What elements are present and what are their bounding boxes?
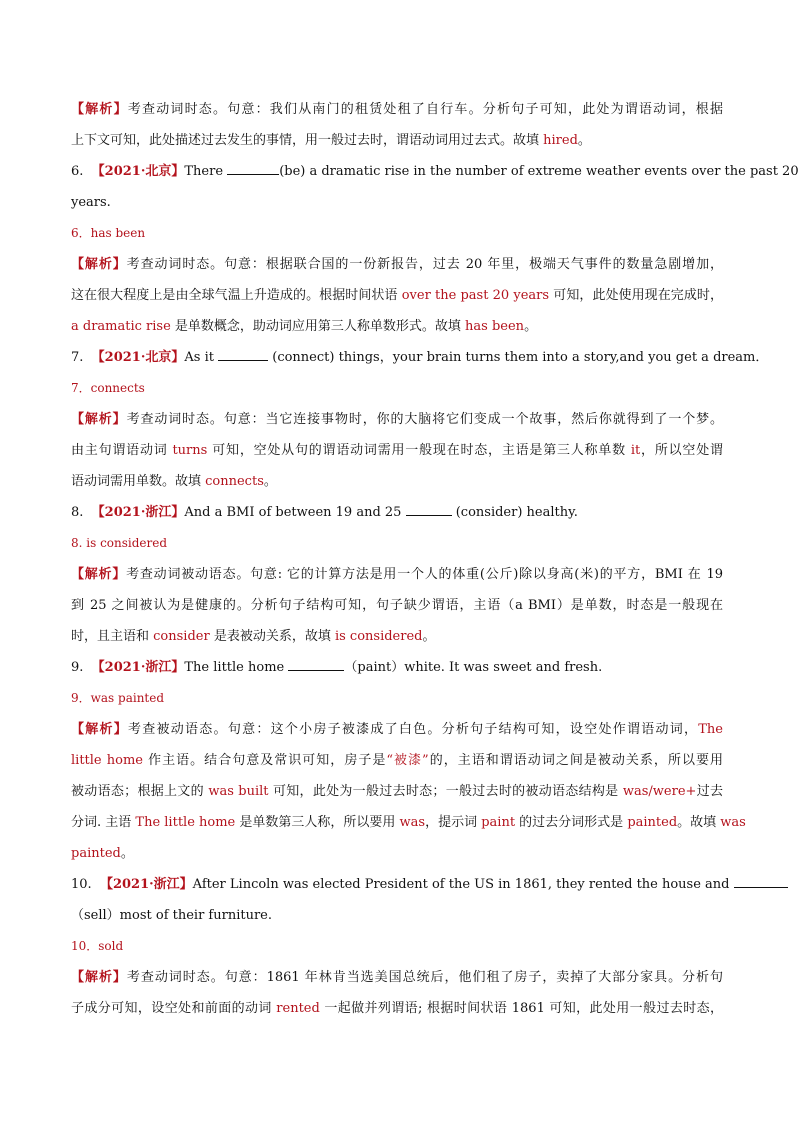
analysis-line: 【解析】考查动词时态。句意：1861 年林肯当选美国总统后，他们租了房子，卖掉了大部分家具。分析句 bbox=[71, 970, 723, 985]
answer-10: 10．sold bbox=[71, 939, 124, 953]
analysis-line: 【解析】考查动词时态。句意：当它连接事物时，你的大脑将它们变成一个故事，然后你就得到了一个梦。 bbox=[71, 412, 723, 427]
analysis-line: a dramatic rise 是单数概念，助动词应用第三人称单数形式。故填 has been。 bbox=[71, 319, 538, 334]
answer-8: 8. is considered bbox=[71, 536, 168, 550]
analysis-line: 这在很大程度上是由全球气温上升造成的。根据时间状语 over the past 20 years 可知，此处使用现在完成时， bbox=[71, 288, 723, 303]
analysis-tag: 【解析】 bbox=[71, 722, 129, 737]
analysis-line: 语动词需用单数。故填 connects。 bbox=[71, 474, 277, 489]
analysis-line: 由主句谓语动词 turns 可知，空处从句的谓语动词需用一般现在时态，主语是第三人称单数 it，所以空处谓 bbox=[71, 443, 723, 458]
question-6: 6. 【2021·北京】There (be) a dramatic rise in the number of extreme weather events over the past 20 bbox=[71, 164, 799, 179]
analysis-tag: 【解析】 bbox=[71, 567, 127, 582]
answer-blank[interactable] bbox=[227, 162, 279, 175]
answer-blank[interactable] bbox=[734, 875, 788, 888]
analysis-line: painted。 bbox=[71, 846, 134, 861]
analysis-line: 到 25 之间被认为是健康的。分析句子结构可知，句子缺少谓语，主语（a BMI）是单数，时态是一般现在 bbox=[71, 598, 723, 613]
question-10: 10. 【2021·浙江】After Lincoln was elected President of the US in 1861, they rented the house and bbox=[71, 869, 723, 900]
analysis-line: 上下文可知，此处描述过去发生的事情，用一般过去时，谓语动词用过去式。故填 hired。 bbox=[71, 133, 591, 148]
analysis-line: 【解析】考查被动语态。句意：这个小房子被漆成了白色。分析句子结构可知，设空处作谓语动词，The bbox=[71, 722, 723, 737]
answer-blank[interactable] bbox=[406, 503, 452, 516]
analysis-line: 【解析】考查动词时态。句意：我们从南门的租赁处租了自行车。分析句子可知，此处为谓语动词，根据 bbox=[71, 102, 723, 117]
question-9: 9. 【2021·浙江】The little home （paint）white. It was sweet and fresh. bbox=[71, 660, 603, 675]
analysis-line: 被动语态；根据上文的 was built 可知，此处为一般过去时态；一般过去时的被动语态结构是 was/were+过去 bbox=[71, 784, 723, 799]
question-10-cont: （sell）most of their furniture. bbox=[71, 908, 272, 923]
question-8: 8. 【2021·浙江】And a BMI of between 19 and 25 (consider) healthy. bbox=[71, 505, 578, 520]
question-6-cont: years. bbox=[71, 195, 111, 210]
analysis-tag: 【解析】 bbox=[71, 102, 128, 117]
analysis-line: little home 作主语。结合句意及常识可知，房子是“被漆”的，主语和谓语动词之间是被动关系，所以要用 bbox=[71, 753, 723, 768]
answer-6: 6．has been bbox=[71, 226, 146, 240]
analysis-tag: 【解析】 bbox=[71, 970, 127, 985]
analysis-line: 时，且主语和 consider 是表被动关系，故填 is considered。 bbox=[71, 629, 436, 644]
question-7: 7. 【2021·北京】As it (connect) things，your brain turns them into a story,and you get a dream． bbox=[71, 350, 769, 365]
analysis-line: 子成分可知，设空处和前面的动词 rented 一起做并列谓语; 根据时间状语 1861 可知，此处用一般过去时态， bbox=[71, 1001, 723, 1016]
analysis-line: 【解析】考查动词被动语态。句意: 它的计算方法是用一个人的体重(公斤)除以身高(米)的平方，BMI 在 19 bbox=[71, 567, 723, 582]
analysis-tag: 【解析】 bbox=[71, 412, 127, 427]
answer-blank[interactable] bbox=[288, 658, 344, 671]
analysis-line: 分词. 主语 The little home 是单数第三人称，所以要用 was，提示词 paint 的过去分词形式是 painted。故填 was bbox=[71, 815, 746, 830]
document-page bbox=[71, 94, 799, 1024]
analysis-line: 【解析】考查动词时态。句意：根据联合国的一份新报告，过去 20 年里，极端天气事件的数量急剧增加， bbox=[71, 257, 723, 272]
answer-9: 9．was painted bbox=[71, 691, 165, 705]
analysis-tag: 【解析】 bbox=[71, 257, 127, 272]
answer-7: 7．connects bbox=[71, 381, 145, 395]
answer-blank[interactable] bbox=[218, 348, 268, 361]
